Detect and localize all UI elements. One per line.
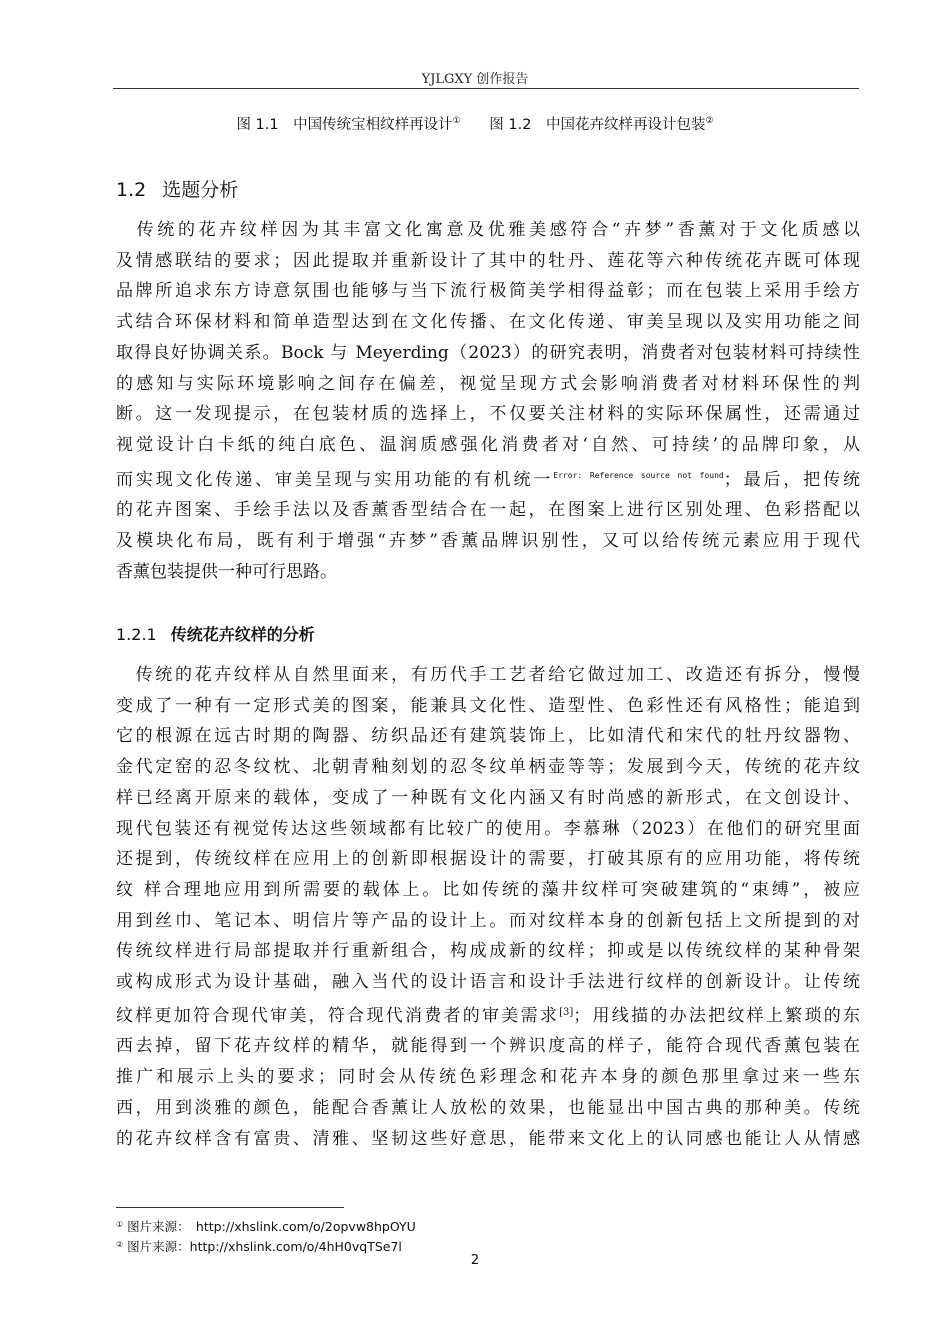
footnote-text[interactable]: 图片来源：http://xhslink.com/o/4hH0vqTSe7l — [127, 1239, 402, 1254]
footnote-1 — [116, 1216, 416, 1236]
section-number: 1.2 — [116, 179, 147, 201]
footnotes — [116, 1216, 416, 1256]
text-line: 推广和展示上头的要求；同时会从传统色彩理念和花卉本身的颜色那里拿过来一些东 — [116, 1067, 860, 1088]
footnote-text[interactable]: 图片来源： http://xhslink.com/o/2opvw8hpOYU — [127, 1219, 416, 1234]
text-line-with-citation — [116, 998, 860, 1032]
text-fragment: 而实现文化传递、审美呈现与实用功能的有机统一 — [116, 469, 554, 490]
text-line: 的感知与实际环境影响之间存在偏差，视觉呈现方式会影响消费者对材料环保性的判 — [116, 373, 860, 394]
broken-reference: Error: Reference source not found — [553, 470, 724, 480]
text-line: 及模块化布局，既有利于增强“卉梦”香薰品牌识别性，又可以给传统元素应用于现代 — [116, 531, 860, 552]
text-line: 用到丝巾、笔记本、明信片等产品的设计上。而对纹样本身的创新包括上文所提到的对 — [116, 910, 860, 931]
page-number: 2 — [470, 1253, 480, 1268]
text-line: 传统的花卉纹样因为其丰富文化寓意及优雅美感符合“卉梦”香薰对于文化质感以 — [116, 220, 860, 240]
text-line: 金代定窑的忍冬纹枕、北朝青釉刻划的忍冬纹单柄壶等等；发展到今天，传统的花卉纹 — [116, 757, 860, 778]
text-line: 断。这一发现提示，在包装材质的选择上，不仅要关注材料的实际环保属性，还需通过 — [116, 404, 860, 425]
text-line: 式结合环保材料和简单造型达到在文化传播、在文化传递、审美呈现以及实用功能之间 — [116, 312, 860, 333]
text-line: 传统的花卉纹样从自然里面来，有历代手工艺者给它做过加工、改造还有拆分，慢慢 — [116, 665, 860, 685]
subsection-heading — [116, 622, 315, 645]
text-line: 它的根源在远古时期的陶器、纺织品还有建筑装饰上，比如清代和宋代的牡丹纹器物、 — [116, 726, 860, 747]
paragraph-pattern-analysis — [116, 660, 860, 1154]
figure-captions — [0, 113, 950, 134]
footnote-mark-2: ② — [705, 116, 714, 126]
text-fragment: ；最后，把传统 — [723, 469, 860, 490]
footnote-divider — [116, 1207, 344, 1208]
text-line: 西，用到淡雅的颜色，能配合香薰让人放松的效果，也能显出中国古典的那种美。传统 — [116, 1097, 860, 1118]
text-line: 传统纹样进行局部提取并行重新组合，构成成新的纹样；抑或是以传统纹样的某种骨架 — [116, 941, 860, 962]
footnote-marker: ① — [116, 1220, 124, 1229]
text-line: 及情感联结的要求；因此提取并重新设计了其中的牡丹、莲花等六种传统花卉既可体现 — [116, 250, 860, 271]
text-line: 品牌所追求东方诗意氛围也能够与当下流行极简美学相得益彰；而在包装上采用手绘方 — [116, 281, 860, 302]
header-divider — [113, 88, 859, 89]
subsection-title: 传统花卉纹样的分析 — [170, 625, 315, 644]
figure-caption-2-text: 图 1.2 中国花卉纹样再设计包装 — [489, 117, 706, 133]
figure-caption-1 — [236, 113, 460, 134]
paragraph-topic-analysis — [116, 215, 860, 587]
text-line-with-ref — [116, 461, 860, 496]
text-line: 纹 样合理地应用到所需要的载体上。比如传统的藻井纹样可突破建筑的“束缚”，被应 — [116, 879, 860, 900]
text-fragment: 纹样更加符合现代审美，符合现代消费者的审美需求 — [116, 1005, 560, 1026]
section-title: 选题分析 — [162, 179, 239, 201]
text-line: 香薰包装提供一种可行思路。 — [116, 561, 337, 582]
running-header: YJLGXY 创作报告 — [421, 72, 529, 87]
figure-caption-2 — [489, 113, 713, 134]
section-heading — [116, 175, 238, 202]
text-line: 样已经离开原来的载体，变成了一种既有文化内涵又有时尚感的新形式，在文创设计、 — [116, 787, 860, 808]
text-line: 还提到，传统纹样在应用上的创新即根据设计的需要，打破其原有的应用功能，将传统 — [116, 849, 860, 870]
text-line: 的花卉图案、手绘手法以及香薰香型结合在一起，在图案上进行区别处理、色彩搭配以 — [116, 500, 860, 521]
text-line: 或构成形式为设计基础，融入当代的设计语言和设计手法进行纹样的创新设计。让传统 — [116, 972, 860, 993]
citation-3[interactable]: [3] — [559, 1006, 574, 1018]
text-fragment: ；用线描的办法把纹样上繁琐的东 — [573, 1005, 860, 1026]
footnote-marker: ② — [116, 1240, 124, 1249]
text-line: 变成了一种有一定形式美的图案，能兼具文化性、造型性、色彩性还有风格性；能追到 — [116, 695, 860, 716]
subsection-number: 1.2.1 — [116, 625, 157, 644]
text-line: 西去掉，留下花卉纹样的精华，就能得到一个辨识度高的样子，能符合现代香薰包装在 — [116, 1036, 860, 1057]
figure-caption-1-text: 图 1.1 中国传统宝相纹样再设计 — [236, 117, 453, 133]
text-line: 取得良好协调关系。Bock 与 Meyerding（2023）的研究表明，消费者对包装材料可持续性 — [116, 342, 860, 363]
text-line: 视觉设计白卡纸的纯白底色、温润质感强化消费者对‘自然、可持续’的品牌印象，从 — [116, 434, 860, 455]
text-line: 的花卉纹样含有富贵、清雅、坚韧这些好意思，能带来文化上的认同感也能让人从情感 — [116, 1128, 860, 1149]
text-line: 现代包装还有视觉传达这些领域都有比较广的使用。李慕琳（2023）在他们的研究里面 — [116, 818, 860, 839]
footnote-mark-1: ① — [452, 116, 461, 126]
